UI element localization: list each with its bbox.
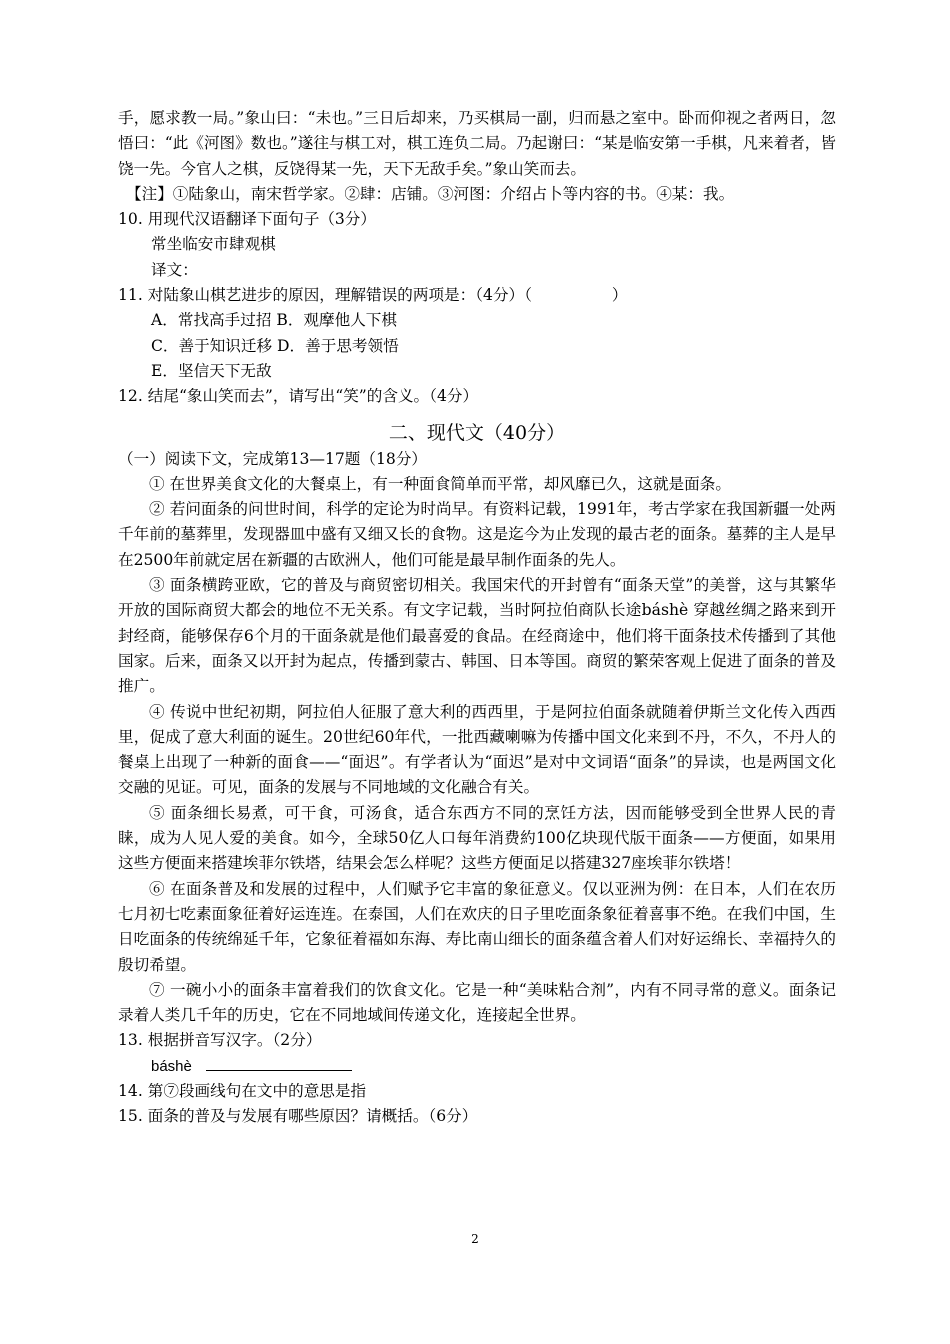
article-paragraph-6: ⑥ 在面条普及和发展的过程中，人们赋予它丰富的象征意义。仅以亚洲为例：在日本，人们在农历七月初七吃素面象征着好运连连。在泰国，人们在欢庆的日子里吃面条象征着喜事不绝。在我们中国，生日吃面条的传统绵延千年，它象征着福如东海、寿比南山细长的面条蕴含着人们对好运绵长、幸福持久的殷切希望。 <box>118 879 836 974</box>
question-13-title: 13. 根据拼音写汉字。（2分） <box>118 1031 322 1050</box>
question-11-title <box>118 283 836 308</box>
question-11-option-ab: A．常找高手过招 B．观摩他人下棋 <box>151 311 397 330</box>
article-paragraph-5: ⑤ 面条细长易煮，可干食，可汤食，适合东西方不同的烹饪方法，因而能够受到全世界人民的青睐，成为人见人爱的美食。如今，全球50亿人口每年消费約100亿块现代版干面条——方便面，如果用这些方便面来搭建埃菲尔铁塔，结果会怎么样呢？这些方便面足以搭建327座埃菲尔铁塔！ <box>118 803 836 873</box>
classical-text-continuation: 手，愿求教一局。”象山曰：“未也。”三日后却来，乃买棋局一副，归而悬之室中。卧而仰视之者两日，忽悟曰：“此《河图》数也。”遂往与棋工对，棋工连负二局。乃起谢曰：“某是临安第一手棋，凡来着者，皆饶一先。今官人之棋，反饶得某一先，天下无敌手矣。”象山笑而去。 <box>118 109 836 178</box>
question-10-sentence: 常坐临安市肆观棋 <box>151 235 276 254</box>
article-paragraph-7: ⑦ 一碗小小的面条丰富着我们的饮食文化。它是一种“美味粘合剂”，内有不同寻常的意义。面条记录着人类几千年的历史，它在不同地域间传递文化，连接起全世界。 <box>118 980 836 1025</box>
question-13-answer-row <box>118 1054 836 1079</box>
question-10-answer-label: 译文： <box>151 260 198 279</box>
question-11-option-cd: C．善于知识迁移 D．善于思考领悟 <box>151 336 399 355</box>
question-11-text: 11. 对陆象山棋艺进步的原因，理解错误的两项是：（4分）（ <box>118 286 532 305</box>
section-2-title: 二、现代文（40分） <box>388 421 566 444</box>
article-paragraph-4: ④ 传说中世纪初期，阿拉伯人征服了意大利的西西里，于是阿拉伯面条就随着伊斯兰文化传入西西里，促成了意大利面的诞生。20世纪60年代，一批西藏喇嘛为传播中国文化来到不丹，不久，不丹人的餐桌上出现了一种新的面食——“面迟”。有学者认为“面迟”是对中文词语“面条”的异读，也是两国文化交融的见证。可见，面条的发展与不同地域的文化融合有关。 <box>118 702 836 797</box>
question-14-title: 14. 第⑦段画线句在文中的意思是指 <box>118 1081 367 1100</box>
page-number: 2 <box>471 1232 479 1246</box>
article-paragraph-3: ③ 面条横跨亚欧，它的普及与商贸密切相关。我国宋代的开封曾有“面条天堂”的美誉，这与其繁华开放的国际商贸大都会的地位不无关系。有文字记载，当时阿拉伯商队长途báshè 穿越丝绸之路来到开封经商，能够保存6个月的干面条就是他们最喜爱的食品。在经商途中，他们将干面条技术传播到了其他国家。后来，面条又以开封为起点，传播到蒙古、韩国、日本等国。商贸的繁荣客观上促进了面条的普及推广。 <box>118 576 836 696</box>
article-paragraph-1: ① 在世界美食文化的大餐桌上，有一种面食简单而平常，却风靡已久，这就是面条。 <box>149 474 731 493</box>
classical-notes: 【注】①陆象山，南宋哲学家。②肆：店铺。③河图：介绍占卜等内容的书。④某：我。 <box>126 184 735 203</box>
question-13-pinyin: báshè <box>151 1057 192 1075</box>
page-content <box>118 106 836 1130</box>
question-10-title: 10. 用现代汉语翻译下面句子（3分） <box>118 210 376 229</box>
question-11-paren-close: ） <box>611 286 628 305</box>
section-2-intro: （一）阅读下文，完成第13—17题（18分） <box>118 449 428 468</box>
question-11-option-e: E．坚信天下无敌 <box>151 361 272 380</box>
article-paragraph-2: ② 若问面条的问世时间，科学的定论为时尚早。有资料记载，1991年，考古学家在我国新疆一处两千年前的墓葬里，发现器皿中盛有又细又长的食物。这是迄今为止发现的最古老的面条。墓葬的主人是早在2500年前就定居在新疆的古欧洲人，他们可能是最早制作面条的先人。 <box>118 500 836 569</box>
answer-underline <box>206 1056 352 1071</box>
question-15-title: 15. 面条的普及与发展有哪些原因？请概括。（6分） <box>118 1107 478 1126</box>
question-12-title: 12. 结尾“象山笑而去”，请写出“笑”的含义。（4分） <box>118 387 479 406</box>
